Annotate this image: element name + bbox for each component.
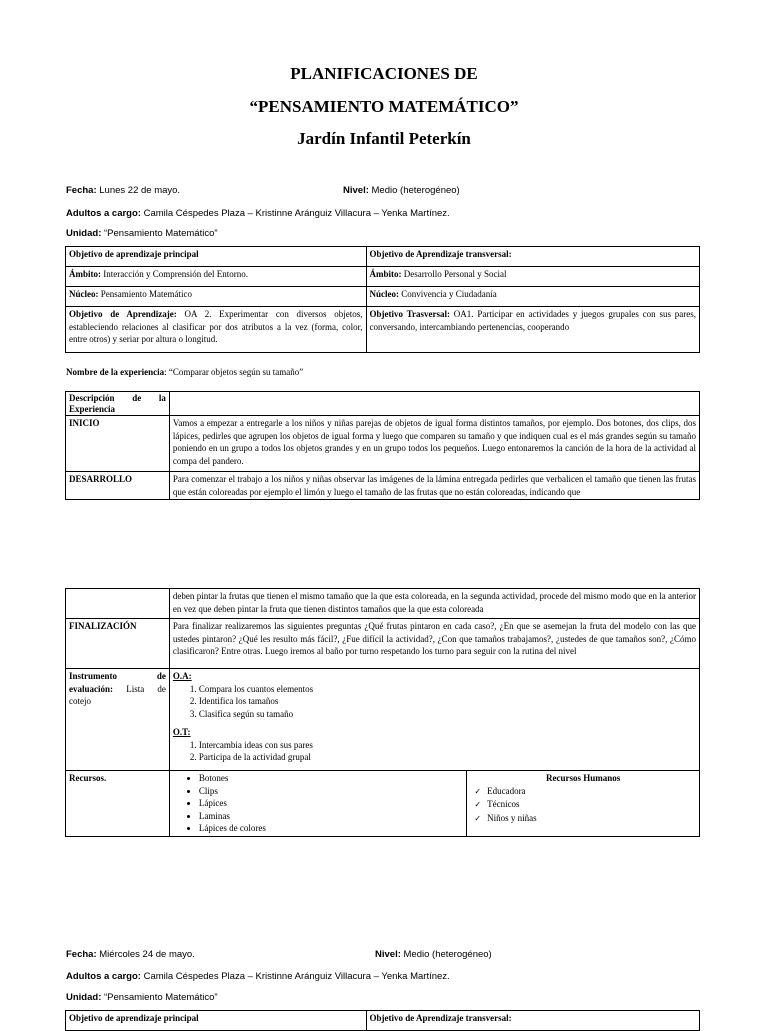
- finalizacion-text: Para finalizar realizaremos las siguientes preguntas ¿Qué frutas pintaron en cada caso?, ¿En que se asemejan la fruta del modelo con las que ustedes pintaron? ¿Qué les resulto más fácil?, ¿Fue difícil la actividad?, ¿Con que tamaños trabajamos?, ¿ustedes de que tamaños son?, ¿Cómo clasificaron? Entre otras. Luego iremos al baño por turno respetando los turno para seguir con la rutina del nivel: [169, 619, 699, 669]
- oa-list: [173, 683, 696, 721]
- rh-item: ✓ Niños y niñas: [488, 812, 696, 826]
- unidad-label: Unidad:: [66, 228, 102, 239]
- oa-head: O.A:: [172, 671, 192, 681]
- desarrollo-label: DESARROLLO: [66, 472, 170, 500]
- recurso-item: • Clips: [199, 785, 463, 798]
- recursos-humanos-list: [470, 785, 696, 826]
- recurso-item: • Laminas: [199, 810, 463, 823]
- recursos-humanos-cell: [467, 771, 700, 837]
- unidad2-value: “Pensamiento Matemático”: [104, 992, 218, 1003]
- doc-title-school: Jardín Infantil Peterkín: [297, 129, 471, 148]
- adultos-label: Adultos a cargo:: [66, 208, 141, 219]
- unidad-value: “Pensamiento Matemático”: [104, 228, 218, 239]
- obj2-head-transversal: Objetivo de Aprendizaje transversal:: [366, 1011, 699, 1031]
- fecha2-line: Fecha: Miércoles 24 de mayo.: [66, 949, 195, 960]
- rh-item: ✓ Técnicos: [488, 798, 696, 812]
- adultos-line: [66, 208, 450, 219]
- obj-head-transversal: Objetivo de Aprendizaje transversal:: [366, 247, 699, 267]
- nivel-value: Medio (heterogéneo): [371, 185, 460, 196]
- ambito-left: Ámbito: Interacción y Comprensión del Entorno.: [66, 267, 367, 287]
- ot-item: 2. Participa de la actividad grupal: [199, 751, 696, 764]
- inicio-label: INICIO: [66, 416, 170, 472]
- ot-list: [173, 739, 696, 764]
- oa-cell: Objetivo de Aprendizaje: OA 2. Experimentar con diversos objetos, estableciendo relaciones al clasificar por dos atributos a la vez (forma, color, entre otros) y seriar por altura o longitud.: [66, 307, 367, 353]
- adultos2-value: Camila Céspedes Plaza – Kristinne Aránguiz Villacura – Yenka Martínez.: [143, 971, 450, 982]
- adultos-value: Camila Céspedes Plaza – Kristinne Aránguiz Villacura – Yenka Martínez.: [143, 208, 450, 219]
- adultos2-line: Adultos a cargo: Camila Céspedes Plaza – Kristinne Aránguiz Villacura – Yenka Martínez.: [66, 971, 450, 982]
- nucleo-right: Núcleo: Convivencia y Ciudadanía: [366, 287, 699, 307]
- fecha2-value: Miércoles 24 de mayo.: [99, 949, 195, 960]
- oa-item: 1. Compara los cuantos elementos: [199, 683, 696, 696]
- objectives-table: [65, 246, 700, 353]
- obj-head-principal: Objetivo de aprendizaje principal: [66, 247, 367, 267]
- ot-item: 1. Intercambia ideas con sus pares: [199, 739, 696, 752]
- unidad2-line: Unidad: “Pensamiento Matemático”: [66, 992, 218, 1003]
- nivel-label: Nivel:: [343, 185, 369, 196]
- evaluacion-cell: [169, 669, 699, 771]
- fecha-value: Lunes 22 de mayo.: [99, 185, 181, 196]
- experience-table-part2: [65, 588, 700, 837]
- obj2-head-principal: Objetivo de aprendizaje principal: [66, 1011, 367, 1031]
- nivel-line: [343, 185, 460, 196]
- objectives-table-2: [65, 1010, 700, 1031]
- finalizacion-label: FINALIZACIÓN: [66, 619, 170, 669]
- nivel2-line: Nivel: Medio (heterogéneo): [375, 949, 492, 960]
- recursos-label: Recursos.: [66, 771, 170, 837]
- inicio-text: Vamos a empezar a entregarle a los niños y niñas parejas de objetos de igual forma distintos tamaños, por ejemplo. Dos botones, dos clips, dos lápices, pedirles que agrupen los objetos de igual forma y luego que comparen su tamaño y que indiquen cual es el más grandes según su tamaño poniendo en un grupo a todos los objetos grandes y en un grupo todos los pequeños. Luego entonaremos la canción de la hora de la actividad al compa del pandero.: [169, 416, 699, 472]
- desarrollo-cont-text: deben pintar la frutas que tienen el mismo tamaño que la que esta coloreada, en la segunda actividad, procede del mismo modo que en la anterior en vez que deben pintar la fruta que tienen distintos tamaños que la que esta coloreada: [169, 589, 699, 619]
- recursos-list: [173, 772, 463, 835]
- oa-item: 2. Identifica los tamaños: [199, 695, 696, 708]
- fecha-label: Fecha:: [66, 185, 97, 196]
- experience-name: Nombre de la experiencia: “Comparar objetos según su tamaño”: [66, 367, 304, 377]
- instrumento-cell: Instrumento de evaluación: Lista de cotejo: [66, 669, 170, 771]
- oa-item: 3. Clasifica según su tamaño: [199, 708, 696, 721]
- ot-cell: Objetivo Trasversal: OA1. Participar en actividades y juegos grupales con sus pares, conversando, intercambiando pertenencias, cooperando: [366, 307, 699, 353]
- desc-empty: [169, 392, 699, 416]
- unidad-line: [66, 228, 218, 239]
- recurso-item: • Lápices de colores: [199, 822, 463, 835]
- rh-item: ✓ Educadora: [488, 785, 696, 799]
- nucleo-left: Núcleo: Pensamiento Matemático: [66, 287, 367, 307]
- experience-table-part1: [65, 391, 700, 500]
- recursos-cell: [169, 771, 466, 837]
- recursos-humanos-head: Recursos Humanos: [546, 773, 621, 783]
- desarrollo-cont-label: [66, 589, 170, 619]
- nivel2-value: Medio (heterogéneo): [403, 949, 492, 960]
- ot-head: O.T:: [172, 727, 191, 737]
- desc-label: Descripción de la Experiencia: [66, 392, 170, 416]
- doc-title-line2: “PENSAMIENTO MATEMÁTICO”: [249, 97, 519, 116]
- doc-title-line1: PLANIFICACIONES DE: [290, 64, 478, 83]
- recurso-item: • Lápices: [199, 797, 463, 810]
- recurso-item: • Botones: [199, 772, 463, 785]
- desarrollo-text: Para comenzar el trabajo a los niños y niñas observar las imágenes de la lámina entregada pedirles que verbalicen el tamaño que tienen las frutas que están coloreadas por ejemplo el limón y luego el tamaño de las frutas que no están coloreadas, indicando que: [169, 472, 699, 500]
- fecha-line: [66, 185, 180, 196]
- ambito-right: Ámbito: Desarrollo Personal y Social: [366, 267, 699, 287]
